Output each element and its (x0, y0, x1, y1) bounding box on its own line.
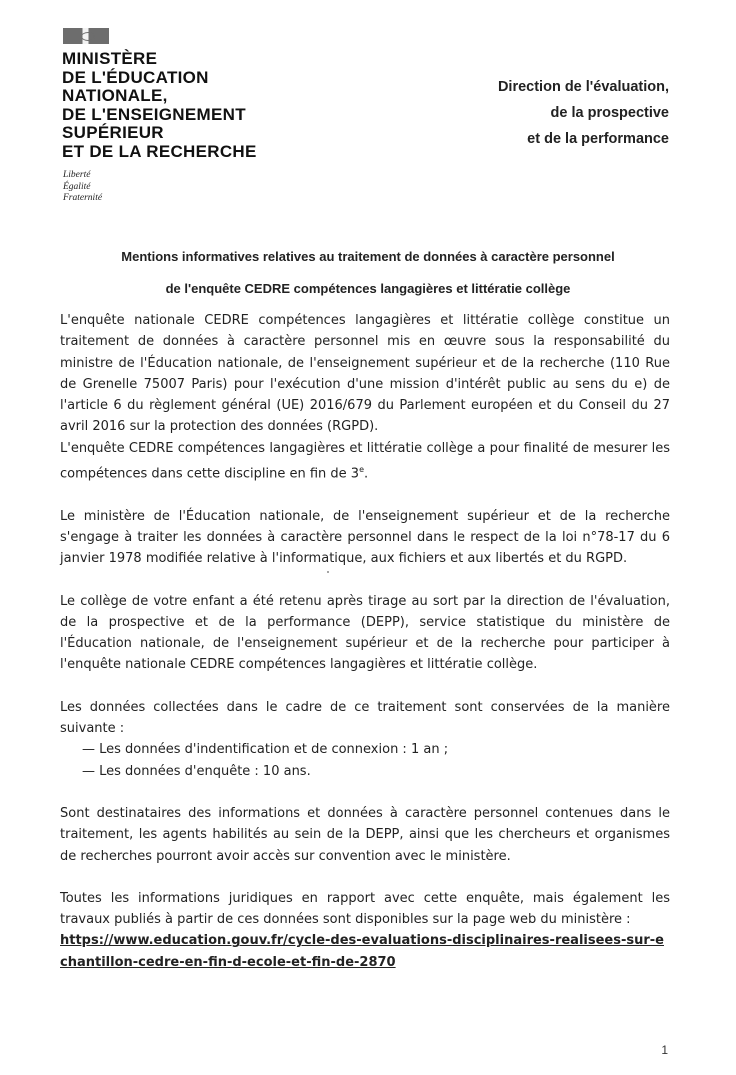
paragraph-link (60, 930, 670, 973)
direction-line: de la prospective (550, 105, 669, 121)
superscript-e: e (359, 465, 364, 475)
document-title-line-2: de l'enquête CEDRE compétences langagières et littératie collège (165, 281, 571, 296)
retention-list (60, 739, 670, 782)
paragraph-finality (60, 438, 670, 485)
motto-line: Fraternité (63, 193, 103, 203)
marianne-logo-icon (63, 28, 109, 44)
finality-text: L'enquête CEDRE compétences langagières et littératie collège a pour finalité de mesurer les compétences dans cette discipline en fin de 3 (60, 440, 670, 482)
ministry-web-link[interactable]: https://www.education.gouv.fr/cycle-des-evaluations-disciplinaires-realisees-sur-echantillon-cedre-en-fin-d-ecole-et-fin-de-2870 (60, 933, 664, 970)
republic-motto (63, 170, 102, 205)
list-item: — Les données d'indentification et de connexion : 1 an ; (82, 742, 449, 758)
finality-end: . (363, 466, 369, 482)
ministry-line: DE L'ÉDUCATION (62, 67, 209, 87)
document-body (60, 310, 670, 973)
ministry-line: DE L'ENSEIGNEMENT (62, 104, 246, 124)
paragraph-recipients: Sont destinataires des informations et données à caractère personnel contenues dans le traitement, les agents habilités au sein de la DEPP, ainsi que les chercheurs et organismes de recherches pourront avoir accès sur convention avec le ministère. (60, 805, 670, 864)
paragraph-selection: Le collège de votre enfant a été retenu après tirage au sort par la direction de l'évaluation, de la prospective et de la performance (DEPP), service statistique du ministère de l'Éducation nationale, de l'enseignement supérieur et de la recherche pour participer à l'enquête nationale CEDRE compétences langagières et littératie collège. (60, 593, 670, 673)
paragraph-retention: Les données collectées dans le cadre de ce traitement sont conservées de la manière suivante : (60, 699, 670, 737)
paragraph-purpose: L'enquête nationale CEDRE compétences langagières et littératie collège constitue un traitement de données à caractère personnel mis en œuvre sous la responsabilité du ministre de l'Éducation nationale, de l'enseignement supérieur et de la recherche (110 Rue de Grenelle 75007 Paris) pour l'exécution d'une mission d'intérêt public au sens du e) de l'article 6 du règlement général (UE) 2016/679 du Parlement européen et du Conseil du 27 avril 2016 sur la protection des données (RGPD). (60, 313, 670, 435)
direction-line: Direction de l'évaluation, (497, 79, 669, 95)
paragraph-information: Toutes les informations juridiques en rapport avec cette enquête, mais également les travaux publiés à partir de ces données sont disponibles sur la page web du ministère : (60, 890, 670, 928)
direction-line: et de la performance (527, 131, 669, 147)
ministry-line: MINISTÈRE (62, 49, 158, 68)
paragraph-commitment: Le ministère de l'Éducation nationale, de l'enseignement supérieur et de la recherche s'engage à traiter les données à caractère personnel dans le respect de la loi n°78-17 du 6 janvier 1978 modifiée relative à l'informatique, aux fichiers et aux libertés et du RGPD. (60, 508, 670, 567)
motto-line: Liberté (63, 170, 91, 180)
ministry-line: ET DE LA RECHERCHE (62, 141, 257, 161)
list-item: — Les données d'enquête : 10 ans. (82, 763, 311, 779)
ministry-line: SUPÉRIEUR (62, 123, 164, 142)
scan-artifact (327, 571, 329, 573)
page-number: 1 (661, 1043, 668, 1057)
motto-line: Égalité (63, 181, 91, 192)
ministry-line: NATIONALE, (62, 86, 168, 105)
direction-name (498, 74, 669, 152)
document-title-line-1: Mentions informatives relatives au traitement de données à caractère personnel (121, 249, 615, 264)
ministry-name (62, 50, 257, 161)
